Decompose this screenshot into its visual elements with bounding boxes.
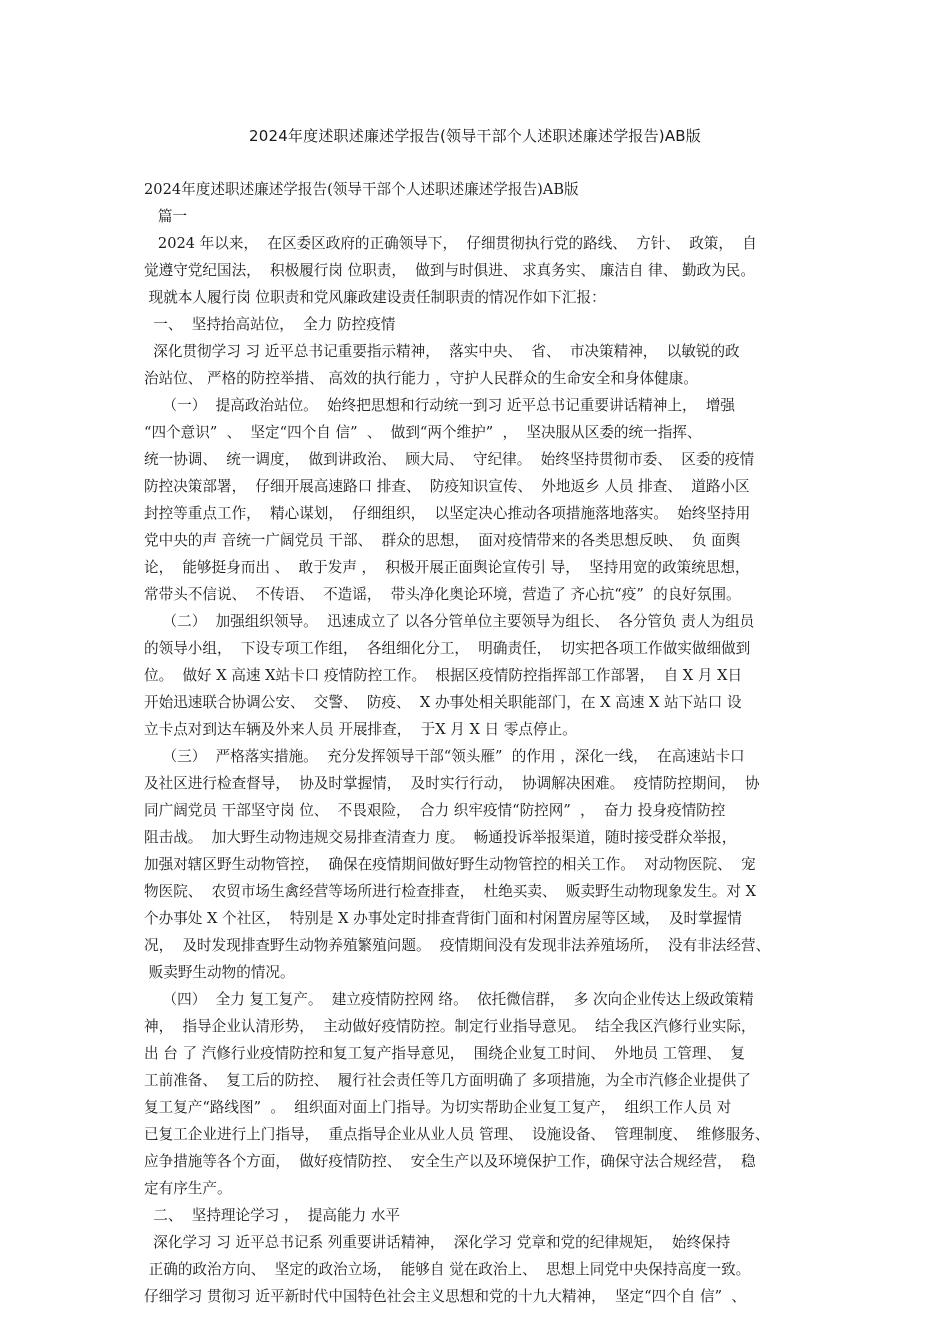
text-line: 深化学习 习 近平总书记系 列重要讲话精神， 深化学习 党章和党的纪律规矩， 始终保持 — [144, 1234, 731, 1251]
text-line: 防控决策部署， 仔细开展高速路口 排查、 防疫知识宣传、 外地返乡 人员 排查、 道路小区 — [144, 478, 750, 495]
text-line: （二） 加强组织领导。 迅速成立了 以各分管单位主要领导为组长、 各分管负 责人为组员 — [144, 613, 755, 630]
document-body — [144, 176, 834, 1310]
text-line: 深化贯彻学习 习 近平总书记重要指示精神， 落实中央、 省、 市决策精神， 以敏锐的政 — [144, 343, 740, 360]
text-line: 一、 坚持抬高站位， 全力 防控疫情 — [144, 316, 396, 333]
text-line: 物医院、 农贸市场生禽经营等场所进行检查排查， 杜绝买卖、 贩卖野生动物现象发生。对 X — [144, 883, 757, 900]
text-line: （三） 严格落实措施。 充分发挥领导干部“领头雁” 的作用 ，深化一线， 在高速站卡口 — [144, 748, 745, 765]
text-line: 贩卖野生动物的情况。 — [144, 964, 295, 981]
text-line: 开始迅速联合协调公安、 交警、 防疫、 X 办事处相关职能部门，在 X 高速 X 站下站口 设 — [144, 694, 742, 711]
text-line: 位。 做好 X 高速 X站卡口 疫情防控工作。 根据区疫情防控指挥部工作部署， 自 X 月 X日 — [144, 667, 743, 684]
text-line: 二、 坚持理论学习 ， 提高能力 水平 — [144, 1207, 401, 1224]
text-line: 2024 年以来， 在区委区政府的正确领导下， 仔细贯彻执行党的路线、 方针、 政策， 自 — [144, 235, 757, 252]
text-line: 党中央的声 音统一广阔党员 干部、 群众的思想， 面对疫情带来的各类思想反映、 负 面舆 — [144, 532, 741, 549]
text-line: 仔细学习 贯彻习 近平新时代中国特色社会主义思想和党的十九大精神， 坚定“四个自 信” 、 — [144, 1288, 746, 1305]
text-line: 正确的政治方向、 坚定的政治立场， 能够自 觉在政治上、 思想上同党中央保持高度一致。 — [144, 1261, 751, 1278]
text-line: 阻击战。 加大野生动物违规交易排查清查力 度。 畅通投诉举报渠道，随时接受群众举报， — [144, 829, 737, 846]
text-line: 篇一 — [144, 208, 188, 225]
text-line: 个办事处 X 个社区， 特别是 X 办事处定时排查背街门面和村闲置房屋等区域， 及时掌握情 — [144, 910, 742, 927]
text-line: （四） 全力 复工复产。 建立疫情防控网 络。 依托微信群， 多 次向企业传达上级政策精 — [144, 991, 754, 1008]
text-line: 觉遵守党纪国法， 积极履行岗 位职责， 做到与时俱进、 求真务实、 廉洁自 律、 勤政为民。 — [144, 262, 755, 279]
text-line: 定有序生产。 — [144, 1180, 232, 1197]
text-line: 论， 能够挺身而出 、 敢于发声 ， 积极开展正面舆论宣传引 导， 坚持用宽的政策统思想， — [144, 559, 750, 576]
text-line: 封控等重点工作， 精心谋划， 仔细组织， 以坚定决心推动各项措施落地落实。 始终坚持用 — [144, 505, 751, 522]
text-line: 及社区进行检查督导， 协及时掌握情， 及时实行行动， 协调解决困难。 疫情防控期间， 协 — [144, 775, 760, 792]
text-line: 已复工企业进行上门指导， 重点指导企业从业人员 管理、 设施设备、 管理制度、 维修服务、 — [144, 1126, 770, 1143]
text-line: 的领导小组， 下设专项工作组， 各组细化分工， 明确责任， 切实把各项工作做实做细做到 — [144, 640, 751, 657]
text-line: 加强对辖区野生动物管控， 确保在疫情期间做好野生动物管控的相关工作。 对动物医院、 宠 — [144, 856, 756, 873]
text-line: 复工复产“路线图” 。 组织面对面上门指导。为切实帮助企业复工复产， 组织工作人员 对 — [144, 1099, 732, 1116]
text-line: 应争措施等各个方面， 做好疫情防控、 安全生产以及环境保护工作，确保守法合规经营， 稳 — [144, 1153, 756, 1170]
text-line: 2024年度述职述廉述学报告(领导干部个人述职述廉述学报告)AB版 — [144, 181, 579, 198]
text-line: 工前准备、 复工后的防控、 履行社会责任等几方面明确了 多项措施，为全市汽修企业提供了 — [144, 1072, 751, 1089]
document-title: 2024年度述职述廉述学报告(领导干部个人述职述廉述学报告)AB版 — [248, 127, 702, 145]
text-line: 立卡点对到达车辆及外来人员 开展排查， 于X 月 X 日 零点停止。 — [144, 721, 577, 738]
text-line: 出 台 了 汽修行业疫情防控和复工复产指导意见， 围绕企业复工时间、 外地员 工管理、 复 — [144, 1045, 745, 1062]
text-line: 况， 及时发现排查野生动物养殖繁殖问题。 疫情期间没有发现非法养殖场所， 没有非法经营、 — [144, 937, 771, 954]
text-line: 神， 指导企业认清形势， 主动做好疫情防控。制定行业指导意见。 结全我区汽修行业实际， — [144, 1018, 756, 1035]
text-line: （一） 提高政治站位。 始终把思想和行动统一到习 近平总书记重要讲话精神上， 增强 — [144, 397, 736, 414]
text-line: 同广阔党员 干部坚守岗 位、 不畏艰险， 合力 织牢疫情“防控网” ， 奋力 投身疫情防控 — [144, 802, 726, 819]
text-line: 常带头不信说、 不传语、 不造谣， 带头净化奥论环境，营造了 齐心抗“疫” 的良好氛围。 — [144, 586, 741, 603]
text-line: 统一协调、 统一调度， 做到讲政治、 顾大局、 守纪律。 始终坚持贯彻市委、 区委的疫情 — [144, 451, 755, 468]
text-line: “四个意识” 、 坚定“四个自 信” 、 做到“两个维护” ， 坚决服从区委的统一指挥、 — [144, 424, 702, 441]
text-line: 治站位、 严格的防控举措、 高效的执行能力 ，守护人民群众的生命安全和身体健康。 — [144, 370, 698, 387]
text-line: 现就本人履行岗 位职责和党风廉政建设责任制职责的情况作如下汇报： — [144, 289, 606, 306]
